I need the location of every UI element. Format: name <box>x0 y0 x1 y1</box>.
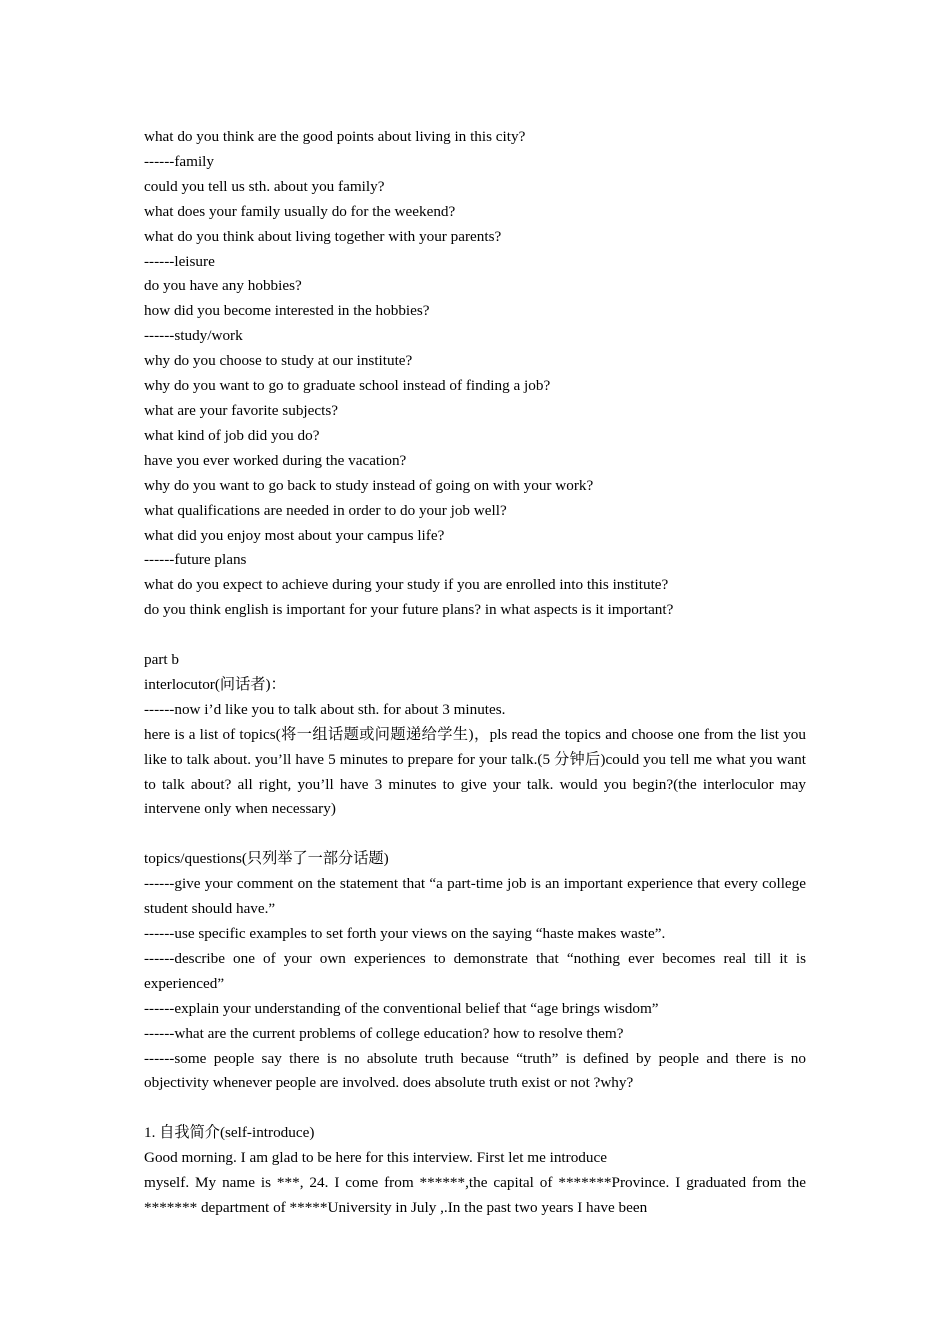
question-line: what does your family usually do for the weekend? <box>144 202 456 220</box>
question-line: do you have any hobbies? <box>144 277 302 295</box>
topics-section <box>144 847 806 1096</box>
question-line: could you tell us sth. about you family? <box>144 177 385 195</box>
topic-item: ------describe one of your own experiences to demonstrate that “nothing ever becomes real till it is experienced” <box>144 949 806 992</box>
question-line: how did you become interested in the hobbies? <box>144 302 430 320</box>
question-line: why do you choose to study at our institute? <box>144 352 413 370</box>
section-label-leisure: ------leisure <box>144 252 215 270</box>
interlocutor-label: interlocutor(问话者)： <box>144 675 286 693</box>
topic-item: ------what are the current problems of college education? how to resolve them? <box>144 1024 624 1042</box>
question-line: what did you enjoy most about your campus life? <box>144 526 445 544</box>
topic-item: ------some people say there is no absolute truth because “truth” is defined by people and there is no objectivity whenever people are involved. does absolute truth exist or not ?why? <box>144 1049 806 1092</box>
question-line: what qualifications are needed in order to do your job well? <box>144 501 507 519</box>
document-page <box>144 125 806 1221</box>
part-b-section <box>144 648 806 822</box>
spacer <box>144 1096 806 1121</box>
question-line: why do you want to go to graduate school instead of finding a job? <box>144 377 551 395</box>
section-label-future-plans: ------future plans <box>144 551 247 569</box>
self-intro-line: Good morning. I am glad to be here for this interview. First let me introduce <box>144 1149 607 1167</box>
part-a-section <box>144 125 806 623</box>
question-line: what do you think about living together with your parents? <box>144 227 502 245</box>
topic-item: ------give your comment on the statement that “a part-time job is an important experience that every college student should have.” <box>144 875 806 918</box>
part-b-intro: ------now i’d like you to talk about sth. for about 3 minutes. <box>144 700 506 718</box>
question-line: what kind of job did you do? <box>144 426 320 444</box>
question-line: do you think english is important for your future plans? in what aspects is it important? <box>144 601 674 619</box>
part-b-heading: part b <box>144 651 180 669</box>
self-intro-heading: 1. 自我简介(self-introduce) <box>144 1124 315 1142</box>
topics-heading: topics/questions(只列举了一部分话题) <box>144 850 389 868</box>
spacer <box>144 623 806 648</box>
section-label-study-work: ------study/work <box>144 327 243 345</box>
question-line: what do you think are the good points about living in this city? <box>144 128 526 145</box>
part-b-instructions: here is a list of topics(将一组话题或问题递给学生)，pls read the topics and choose one from the list you like to talk about. you’ll have 5 minutes to prepare for your talk.(5 分钟后)could you tell me what you want to talk about? all right, you’ll have 3 minutes to give your talk. would you begin?(the interloculor may intervene only when necessary) <box>144 725 806 818</box>
section-label-family: ------family <box>144 152 214 170</box>
topic-item: ------use specific examples to set forth your views on the saying “haste makes waste”. <box>144 924 666 942</box>
self-intro-section <box>144 1121 806 1221</box>
question-line: what do you expect to achieve during your study if you are enrolled into this institute? <box>144 576 669 594</box>
question-line: have you ever worked during the vacation? <box>144 451 407 469</box>
topic-item: ------explain your understanding of the conventional belief that “age brings wisdom” <box>144 999 659 1017</box>
question-line: why do you want to go back to study instead of going on with your work? <box>144 476 594 494</box>
spacer <box>144 822 806 847</box>
self-intro-paragraph: myself. My name is ***, 24. I come from ******,the capital of *******Province. I graduated from the ******* department of *****University in July ,.In the past two years I have been <box>144 1174 806 1216</box>
question-line: what are your favorite subjects? <box>144 401 338 419</box>
